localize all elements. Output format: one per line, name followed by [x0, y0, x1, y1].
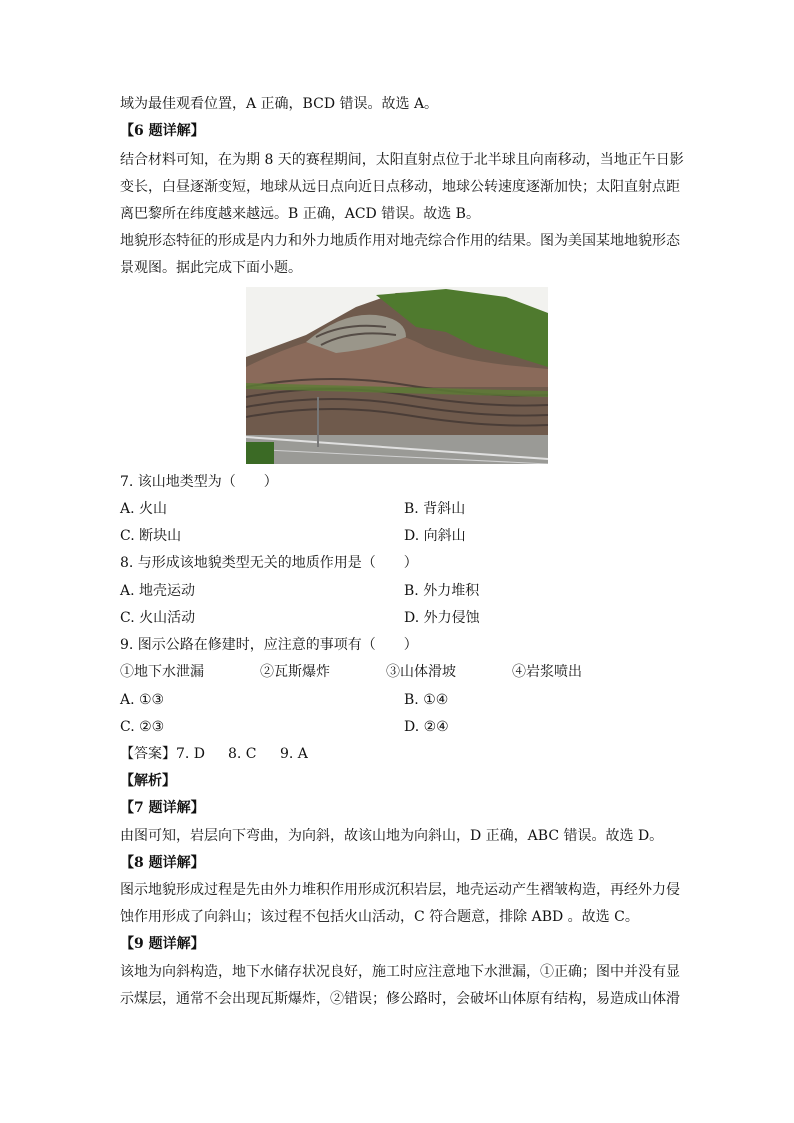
text-line: 该地为向斜构造，地下水储存状况良好，施工时应注意地下水泄漏，①正确；图中并没有显	[120, 964, 680, 980]
text-line: 结合材料可知，在为期 8 天的赛程期间，太阳直射点位于北半球且向南移动，当地正午日影	[120, 152, 684, 168]
section-heading: 【解析】	[120, 773, 176, 789]
text-line: 变长，白昼逐渐变短，地球从远日点向近日点移动，地球公转速度逐渐加快；太阳直射点距	[120, 179, 680, 195]
answer-8: 8. C	[228, 746, 257, 762]
option-8b: B. 外力堆积	[404, 583, 480, 599]
question-8: 8. 与形成该地貌类型无关的地质作用是（ ）	[120, 555, 418, 571]
option-8a: A. 地壳运动	[120, 583, 196, 599]
item-4: ④岩浆喷出	[512, 664, 582, 680]
option-7b: B. 背斜山	[404, 501, 466, 517]
text-line: 蚀作用形成了向斜山；该过程不包括火山活动，C 符合题意，排除 ABD 。故选 C。	[120, 909, 639, 925]
option-7c: C. 断块山	[120, 528, 182, 544]
answer-7: 7. D	[176, 746, 206, 762]
item-3: ③山体滑坡	[386, 664, 456, 680]
option-7d: D. 向斜山	[404, 528, 466, 544]
text-line: 域为最佳观看位置，A 正确，BCD 错误。故选 A。	[120, 96, 439, 112]
section-heading: 【8 题详解】	[120, 855, 205, 871]
text-line: 示煤层，通常不会出现瓦斯爆炸，②错误；修公路时，会破坏山体原有结构，易造成山体滑	[120, 991, 680, 1007]
option-9c: C. ②③	[120, 719, 165, 735]
section-heading: 【9 题详解】	[120, 936, 205, 952]
item-1: ①地下水泄漏	[120, 664, 204, 680]
section-heading: 【6 题详解】	[120, 123, 205, 139]
text-line: 离巴黎所在纬度越来越远。B 正确，ACD 错误。故选 B。	[120, 206, 480, 222]
option-7a: A. 火山	[120, 501, 168, 517]
landform-photo	[246, 287, 548, 464]
question-9: 9. 图示公路在修建时，应注意的事项有（ ）	[120, 637, 418, 653]
text-line: 地貌形态特征的形成是内力和外力地质作用对地壳综合作用的结果。图为美国某地地貌形态	[120, 233, 680, 249]
option-9d: D. ②④	[404, 719, 449, 735]
text-line: 景观图。据此完成下面小题。	[120, 260, 302, 276]
section-heading: 【7 题详解】	[120, 800, 205, 816]
question-7: 7. 该山地类型为（ ）	[120, 474, 278, 490]
option-9b: B. ①④	[404, 692, 449, 708]
item-2: ②瓦斯爆炸	[260, 664, 330, 680]
answer-label: 【答案】	[120, 746, 176, 762]
text-line: 由图可知，岩层向下弯曲，为向斜，故该山地为向斜山，D 正确，ABC 错误。故选 D。	[120, 828, 664, 844]
option-8c: C. 火山活动	[120, 610, 196, 626]
option-9a: A. ①③	[120, 692, 165, 708]
text-line: 图示地貌形成过程是先由外力堆积作用形成沉积岩层，地壳运动产生褶皱构造，再经外力侵	[120, 882, 680, 898]
option-8d: D. 外力侵蚀	[404, 610, 480, 626]
answer-9: 9. A	[280, 746, 308, 762]
